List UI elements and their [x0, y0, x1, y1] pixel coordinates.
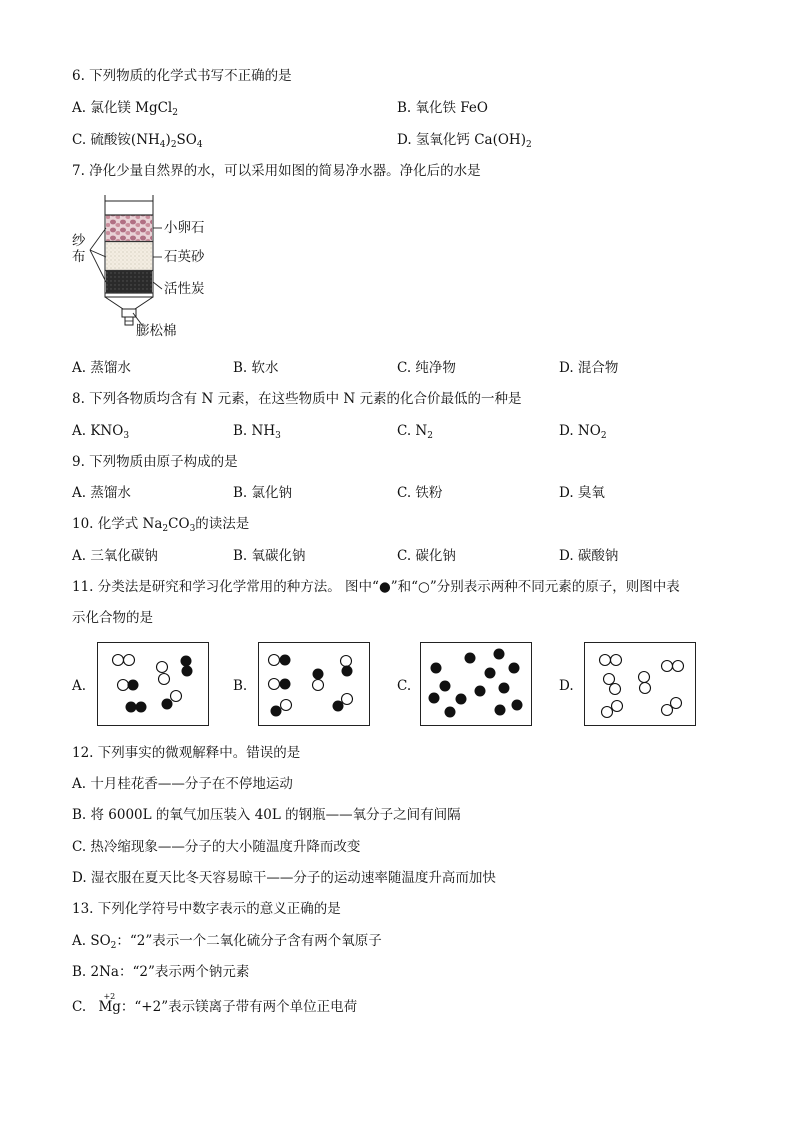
q10-stem: 10. 化学式 $Na_2CO_3$的读法是 — [72, 516, 250, 534]
q6-option-c: C. 硫酸铵$(NH_4)_2SO_4$ — [72, 132, 203, 150]
q7-option-b: B. 软水 — [233, 360, 279, 376]
q9-option-d: D. 臭氧 — [559, 485, 605, 501]
q7-option-a: A. 蒸馏水 — [72, 360, 131, 376]
pebble-layer — [106, 215, 152, 241]
q11-option-b-label: B. — [233, 678, 248, 694]
q8-stem: 8. 下列各物质均含有 N 元素，在这些物质中 N 元素的化合价最低的一种是 — [72, 391, 522, 407]
q7-stem: 7. 净化少量自然界的水，可以采用如图的简易净水器。净化后的水是 — [72, 163, 481, 179]
sand-layer — [106, 242, 152, 270]
q11-option-a-label: A. — [72, 678, 87, 694]
q13-option-a: A. $SO_2$：“2”表示一个二氧化硫分子含有两个氧原子 — [72, 933, 382, 951]
particle-box-b — [258, 642, 370, 726]
q12-option-b: B. 将 6000L 的氧气加压装入 40L 的钢瓶——氧分子之间有间隔 — [72, 807, 461, 823]
q13-stem: 13. 下列化学符号中数字表示的意义正确的是 — [72, 901, 341, 917]
q9-option-a: A. 蒸馏水 — [72, 485, 131, 501]
sand-label: 石英砂 — [164, 249, 205, 265]
mg-symbol: Mg — [98, 999, 121, 1015]
q11-option-c-label: C. — [397, 678, 412, 694]
q7-option-d: D. 混合物 — [559, 360, 619, 376]
q7-option-c: C. 纯净物 — [397, 360, 456, 376]
carbon-label: 活性炭 — [164, 281, 205, 297]
particle-box-c — [420, 642, 532, 726]
q11-stem-line1: 11. 分类法是研究和学习化学常用的种方法。 图中“●”和“○”分别表示两种不同元素的原子，则图中表 — [72, 579, 680, 595]
q13-option-b: B. 2Na：“2”表示两个钠元素 — [72, 964, 250, 980]
q8-option-d: D. $NO_2$ — [559, 423, 607, 441]
q6-option-a: A. 氯化镁 MgCl$_2$ — [72, 100, 178, 118]
q8-option-c: C. $N_2$ — [397, 423, 433, 441]
q11-option-d-label: D. — [559, 678, 574, 694]
q12-option-d: D. 湿衣服在夏天比冬天容易晾干——分子的运动速率随温度升高而加快 — [72, 870, 496, 886]
gauze-label: 纱布 — [72, 233, 86, 265]
q11-stem-line2: 示化合物的是 — [72, 610, 153, 626]
q10-option-d: D. 碳酸钠 — [559, 548, 619, 564]
cotton-label: 膨松棉 — [136, 323, 177, 339]
q13-option-c: C. +2 Mg：“+2”表示镁离子带有两个单位正电荷 — [72, 998, 357, 1016]
q12-stem: 12. 下列事实的微观解释中。错误的是 — [72, 745, 301, 761]
q10-option-c: C. 碳化钠 — [397, 548, 456, 564]
pebble-label: 小卵石 — [164, 220, 205, 236]
q12-option-a: A. 十月桂花香——分子在不停地运动 — [72, 776, 293, 792]
q9-option-b: B. 氯化钠 — [233, 485, 293, 501]
water-purifier-figure — [70, 195, 230, 345]
particle-box-d — [584, 642, 696, 726]
q8-option-b: B. $NH_3$ — [233, 423, 281, 441]
particle-box-a — [97, 642, 209, 726]
mg-charge: +2 — [103, 992, 116, 1001]
q6-stem: 6. 下列物质的化学式书写不正确的是 — [72, 68, 292, 84]
q12-option-c: C. 热冷缩现象——分子的大小随温度升降而改变 — [72, 839, 361, 855]
q6-option-d: D. 氢氧化钙 $Ca(OH)_2$ — [397, 132, 532, 150]
q8-option-a: A. $KNO_3$ — [72, 423, 130, 441]
q10-option-b: B. 氧碳化钠 — [233, 548, 306, 564]
q9-stem: 9. 下列物质由原子构成的是 — [72, 454, 238, 470]
q6-option-b: B. 氧化铁 FeO — [397, 100, 488, 116]
q10-option-a: A. 三氧化碳钠 — [72, 548, 158, 564]
q9-option-c: C. 铁粉 — [397, 485, 443, 501]
carbon-layer — [106, 271, 152, 293]
